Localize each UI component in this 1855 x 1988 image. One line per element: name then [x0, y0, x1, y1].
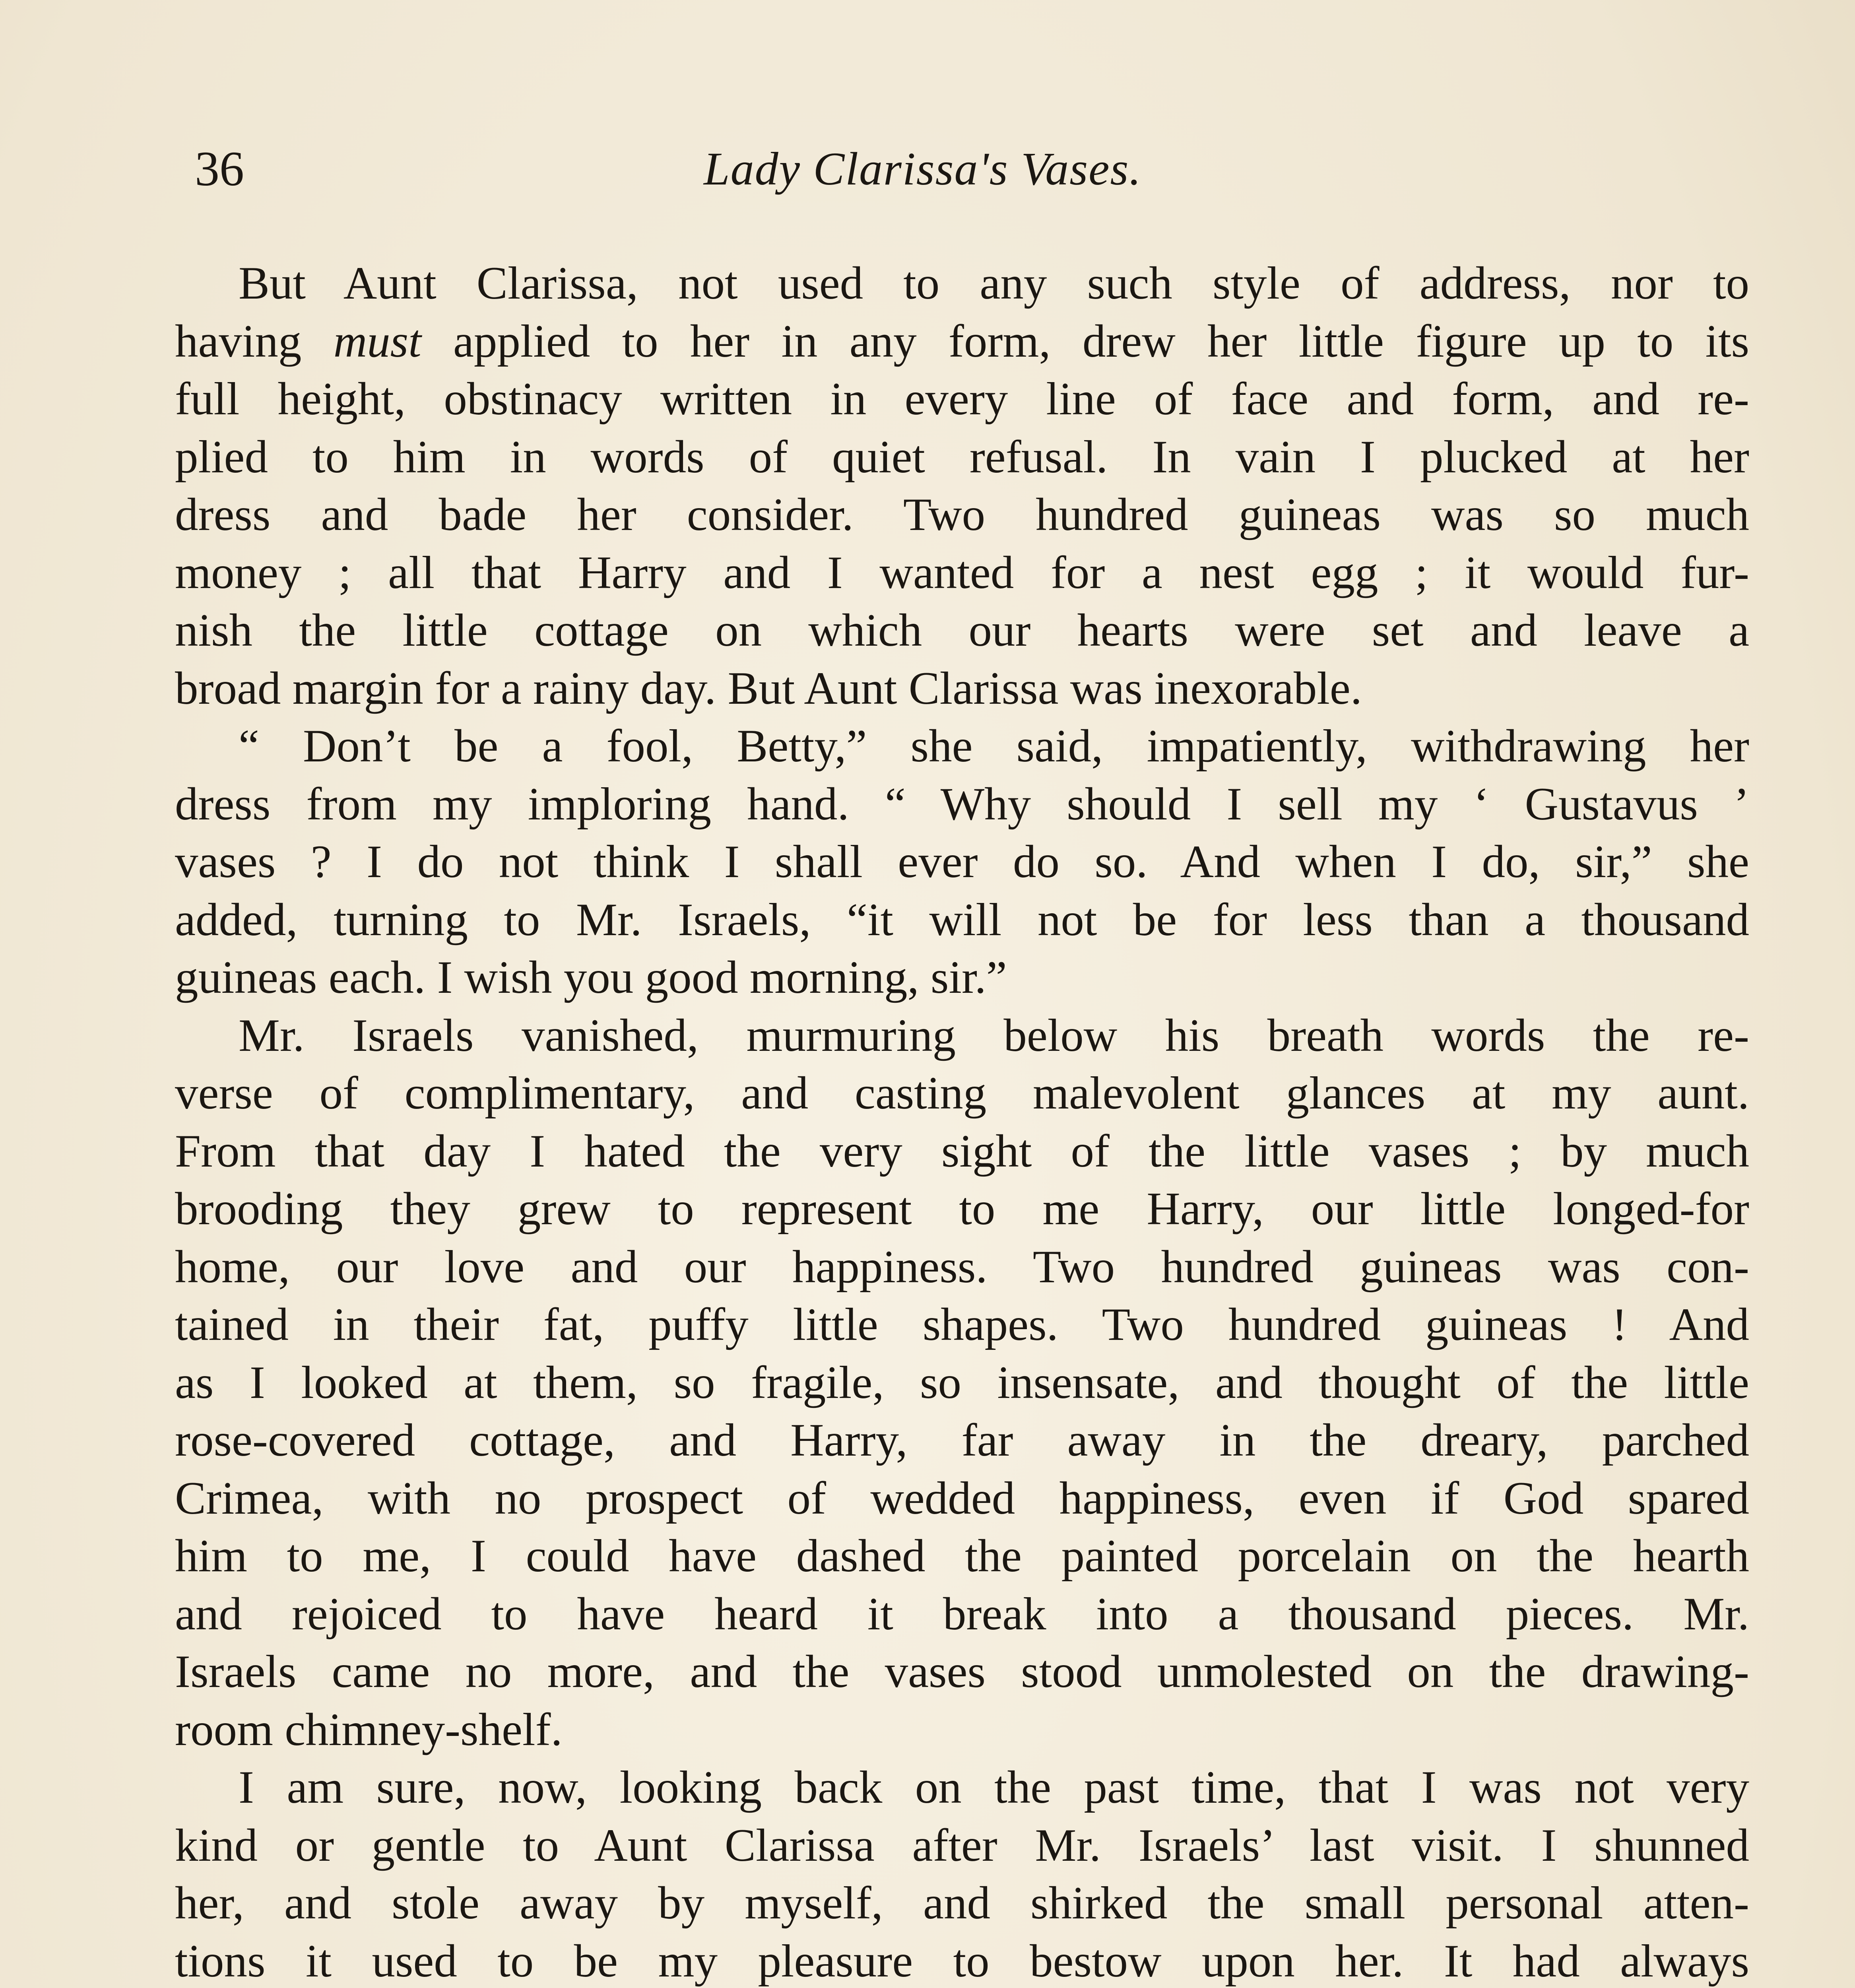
paragraph: [175, 1007, 1749, 1759]
text-line: nish the little cottage on which our hearts were set and leave a: [175, 605, 1749, 656]
page-number: 36: [195, 142, 244, 196]
text-line: I am sure, now, looking back on the past time, that I was not very: [239, 1762, 1749, 1813]
text-line: Mr. Israels vanished, murmuring below his breath words the re-: [239, 1010, 1749, 1061]
text-line: dress and bade her consider. Two hundred guineas was so much: [175, 489, 1749, 540]
text-line: as I looked at them, so fragile, so insensate, and thought of the little: [175, 1357, 1749, 1408]
text-line: home, our love and our happiness. Two hundred guineas was con-: [175, 1241, 1749, 1293]
page-header: [195, 141, 1666, 197]
text-line: “ Don’t be a fool, Betty,” she said, impatiently, withdrawing her: [239, 720, 1749, 772]
text-line: But Aunt Clarissa, not used to any such style of address, nor to: [239, 258, 1749, 309]
text-line: brooding they grew to represent to me Harry, our little longed-for: [175, 1183, 1749, 1235]
text-line: tained in their fat, puffy little shapes. Two hundred guineas ! And: [175, 1299, 1749, 1350]
paragraph: [175, 254, 1749, 717]
text-line: him to me, I could have dashed the painted porcelain on the hearth: [175, 1530, 1749, 1582]
text-line: her, and stole away by myself, and shirked the small personal atten-: [175, 1877, 1749, 1929]
text-line: vases ? I do not think I shall ever do so. And when I do, sir,” she: [175, 836, 1749, 887]
text-line: room chimney-shelf.: [175, 1704, 563, 1755]
text-line: Crimea, with no prospect of wedded happiness, even if God spared: [175, 1472, 1749, 1524]
text-line: guineas each. I wish you good morning, sir.”: [175, 952, 1007, 1003]
text-line: dress from my imploring hand. “ Why should I sell my ‘ Gustavus ’: [175, 778, 1749, 830]
text-line: kind or gentle to Aunt Clarissa after Mr. Israels’ last visit. I shunned: [175, 1819, 1749, 1871]
running-title: Lady Clarissa's Vases.: [704, 143, 1142, 195]
text-line: rose-covered cottage, and Harry, far away in the dreary, parched: [175, 1415, 1749, 1466]
body-text: [175, 254, 1749, 1988]
text-line: having must applied to her in any form, drew her little figure up to its: [175, 315, 1749, 367]
text-line: Israels came no more, and the vases stood unmolested on the drawing-: [175, 1646, 1749, 1697]
text-line: verse of complimentary, and casting malevolent glances at my aunt.: [175, 1068, 1749, 1119]
text-line: plied to him in words of quiet refusal. In vain I plucked at her: [175, 431, 1749, 483]
paragraph: [175, 1759, 1749, 1988]
text-line: money ; all that Harry and I wanted for a nest egg ; it would fur-: [175, 547, 1749, 598]
text-line: From that day I hated the very sight of the little vases ; by much: [175, 1125, 1749, 1177]
paragraph: [175, 717, 1749, 1007]
text-line: and rejoiced to have heard it break into a thousand pieces. Mr.: [175, 1588, 1749, 1640]
text-line: added, turning to Mr. Israels, “it will not be for less than a thousand: [175, 894, 1749, 945]
text-line: tions it used to be my pleasure to bestow upon her. It had always: [175, 1935, 1749, 1987]
text-line: broad margin for a rainy day. But Aunt Clarissa was inexorable.: [175, 662, 1362, 714]
text-line: full height, obstinacy written in every line of face and form, and re-: [175, 373, 1749, 425]
